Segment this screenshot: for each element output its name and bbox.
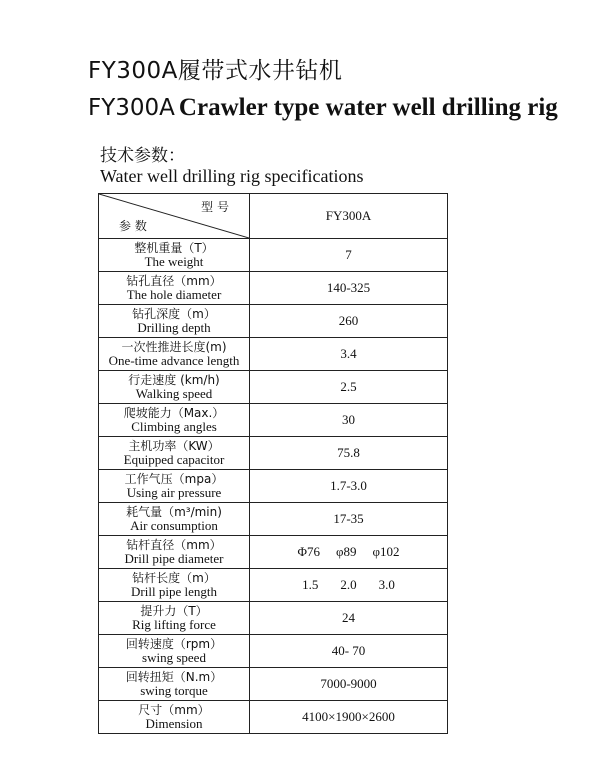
param-value: 4100×1900×2600 xyxy=(250,701,448,734)
param-value: 24 xyxy=(250,602,448,635)
param-name-en: Rig lifting force xyxy=(132,617,216,632)
param-name-cn: 行走速度 (km/h) xyxy=(128,373,220,387)
param-name-cn: 主机功率（KW） xyxy=(128,439,220,453)
pipe-length-value: 3.0 xyxy=(378,577,395,592)
param-name-cn: 回转扭矩（N.m） xyxy=(125,670,223,684)
table-row xyxy=(99,272,448,305)
param-name-cn: 耗气量（m³/min) xyxy=(126,505,222,519)
header-diagonal-cell xyxy=(99,194,250,239)
table-row xyxy=(99,239,448,272)
param-name-en: The hole diameter xyxy=(126,287,222,302)
param-name-cn: 钻孔直径（mm） xyxy=(126,274,222,288)
param-cell xyxy=(99,602,250,635)
param-cell xyxy=(99,239,250,272)
param-value: 7000-9000 xyxy=(250,668,448,701)
param-name-en: Equipped capacitor xyxy=(123,452,225,467)
param-cell xyxy=(99,272,250,305)
param-name-en: Drilling depth xyxy=(137,320,211,335)
param-name-en: Air consumption xyxy=(130,518,218,533)
header-type-label: 型 号 xyxy=(201,200,229,214)
param-value: 40- 70 xyxy=(250,635,448,668)
param-cell xyxy=(99,503,250,536)
table-row xyxy=(99,602,448,635)
pipe-length-value: 1.5 xyxy=(302,577,319,592)
param-value: 30 xyxy=(250,404,448,437)
param-value: 3.4 xyxy=(250,338,448,371)
table-row xyxy=(99,338,448,371)
table-row xyxy=(99,503,448,536)
pipe-diameter-value: φ102 xyxy=(372,544,400,559)
title-chinese: FY300A履带式水井钻机 xyxy=(88,58,343,84)
param-value: 7 xyxy=(250,239,448,272)
param-cell xyxy=(99,569,250,602)
param-value: 2.5 xyxy=(250,371,448,404)
param-name-cn: 回转速度（rpm） xyxy=(125,637,223,651)
param-cell xyxy=(99,635,250,668)
param-name-en: Climbing angles xyxy=(131,419,217,434)
param-value: 75.8 xyxy=(250,437,448,470)
table-row xyxy=(99,569,448,602)
specifications-table xyxy=(98,193,448,734)
param-name-en: One-time advance length xyxy=(108,353,240,368)
param-value-multi xyxy=(250,536,448,569)
param-name-cn: 工作气压（mpa） xyxy=(124,472,224,486)
param-cell xyxy=(99,437,250,470)
param-name-en: Walking speed xyxy=(135,386,213,401)
param-name-en: Using air pressure xyxy=(126,485,222,500)
table-row xyxy=(99,668,448,701)
param-name-en: Dimension xyxy=(145,716,203,731)
table-row xyxy=(99,437,448,470)
param-name-cn: 爬坡能力（Max.） xyxy=(123,406,225,420)
param-name-en: The weight xyxy=(144,254,204,269)
param-name-cn: 整机重量（T） xyxy=(134,241,214,255)
table-row xyxy=(99,470,448,503)
title-english-text: Crawler type water well drilling rig xyxy=(178,94,558,121)
param-cell xyxy=(99,305,250,338)
pipe-length-value: 2.0 xyxy=(340,577,357,592)
param-value: 1.7-3.0 xyxy=(250,470,448,503)
table-row xyxy=(99,701,448,734)
table-row xyxy=(99,305,448,338)
param-name-cn: 一次性推进长度(m) xyxy=(121,340,227,354)
param-cell xyxy=(99,404,250,437)
specs-heading-english: Water well drilling rig specifications xyxy=(100,166,364,186)
specs-heading-chinese: 技术参数： xyxy=(100,146,185,166)
table-row xyxy=(99,635,448,668)
param-name-cn: 尺寸（mm） xyxy=(138,703,210,717)
param-name-en: swing torque xyxy=(140,683,208,698)
param-cell xyxy=(99,668,250,701)
param-cell xyxy=(99,338,250,371)
param-name-cn: 钻孔深度（m） xyxy=(132,307,216,321)
param-value: 260 xyxy=(250,305,448,338)
param-cell xyxy=(99,470,250,503)
title-english xyxy=(88,94,558,122)
table-row xyxy=(99,404,448,437)
param-name-en: Drill pipe diameter xyxy=(124,551,224,566)
param-name-en: Drill pipe length xyxy=(131,584,217,599)
param-name-cn: 钻杆直径（mm） xyxy=(126,538,222,552)
param-name-cn: 钻杆长度（m） xyxy=(132,571,216,585)
param-cell xyxy=(99,371,250,404)
header-param-label: 参 数 xyxy=(119,219,147,233)
param-value: 17-35 xyxy=(250,503,448,536)
table-row xyxy=(99,371,448,404)
param-value: 140-325 xyxy=(250,272,448,305)
param-cell xyxy=(99,701,250,734)
param-name-cn: 提升力（T） xyxy=(140,604,208,618)
title-english-model: FY300A xyxy=(88,95,175,121)
table-row xyxy=(99,536,448,569)
header-model: FY300A xyxy=(250,194,448,239)
pipe-diameter-value: Φ76 xyxy=(297,544,320,559)
param-cell xyxy=(99,536,250,569)
param-value-multi xyxy=(250,569,448,602)
pipe-diameter-value: φ89 xyxy=(335,544,357,559)
table-header-row xyxy=(99,194,448,239)
param-name-en: swing speed xyxy=(142,650,206,665)
